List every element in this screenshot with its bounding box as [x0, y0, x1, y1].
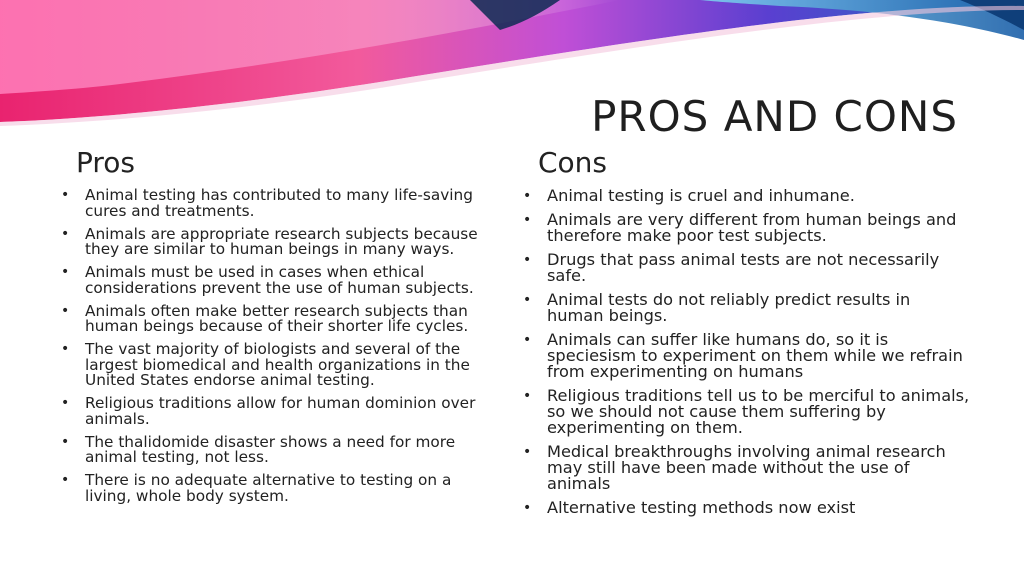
list-item — [58, 265, 498, 296]
list-item-text: Animals are very different from human beings and therefore make poor test subjects. — [547, 210, 957, 245]
bullet-icon: • — [523, 388, 532, 404]
bullet-icon: • — [523, 252, 532, 268]
cons-heading: Cons — [538, 146, 608, 179]
pros-heading: Pros — [76, 146, 136, 179]
list-item-text: The vast majority of biologists and several of the largest biomedical and health organizations in the United States endorse animal testing. — [85, 340, 470, 389]
list-item-text: There is no adequate alternative to testing on a living, whole body system. — [85, 471, 452, 505]
bullet-icon: • — [61, 264, 70, 280]
list-item-text: Drugs that pass animal tests are not necessarily safe. — [547, 250, 940, 285]
list-item-text: Religious traditions tell us to be merciful to animals, so we should not cause them suffering by experimenting on them. — [547, 386, 970, 437]
list-item-text: Medical breakthroughs involving animal research may still have been made without the use of animals — [547, 442, 946, 493]
pros-column — [58, 146, 498, 512]
list-item-text: Alternative testing methods now exist — [547, 498, 856, 517]
bullet-icon: • — [61, 395, 70, 411]
list-item — [58, 188, 498, 219]
bullet-icon: • — [61, 187, 70, 203]
list-item — [58, 301, 498, 335]
cons-column — [520, 146, 970, 524]
list-item — [58, 224, 498, 258]
bullet-icon: • — [61, 225, 70, 242]
bullet-icon: • — [523, 188, 532, 204]
list-item — [520, 212, 970, 244]
list-item — [58, 432, 498, 466]
list-item-text: Animals are appropriate research subjects because they are similar to human beings in many ways. — [85, 224, 478, 258]
list-item-text: Animal tests do not reliably predict results in human beings. — [547, 290, 911, 325]
bullet-icon: • — [61, 302, 70, 319]
list-item — [520, 188, 970, 204]
bullet-icon: • — [61, 472, 70, 488]
list-item-text: Animals can suffer like humans do, so it is speciesism to experiment on them while we refrain from experimenting on humans — [547, 330, 963, 381]
bullet-icon: • — [61, 433, 70, 450]
list-item — [520, 252, 970, 284]
list-item — [520, 292, 970, 324]
list-item — [520, 500, 970, 516]
list-item-text: Animals must be used in cases when ethical considerations prevent the use of human subjects. — [85, 263, 474, 297]
list-item — [58, 396, 498, 427]
bullet-icon: • — [523, 292, 532, 308]
bullet-icon: • — [61, 341, 70, 357]
list-item-text: Religious traditions allow for human dominion over animals. — [85, 394, 476, 428]
list-item — [520, 444, 970, 492]
list-item — [58, 473, 498, 504]
bullet-icon: • — [523, 500, 532, 516]
pros-list — [58, 188, 498, 504]
list-item-text: Animal testing has contributed to many life-saving cures and treatments. — [85, 186, 473, 220]
bullet-icon: • — [523, 444, 532, 460]
list-item-text: The thalidomide disaster shows a need for more animal testing, not less. — [85, 432, 456, 466]
bullet-icon: • — [523, 212, 532, 228]
slide-title: PROS AND CONS — [591, 92, 958, 141]
list-item — [520, 332, 970, 380]
list-item — [520, 388, 970, 436]
bullet-icon: • — [523, 332, 532, 348]
list-item-text: Animals often make better research subjects than human beings because of their shorter life cycles. — [85, 301, 469, 335]
list-item-text: Animal testing is cruel and inhumane. — [547, 186, 855, 205]
list-item — [58, 342, 498, 389]
cons-list — [520, 188, 970, 516]
